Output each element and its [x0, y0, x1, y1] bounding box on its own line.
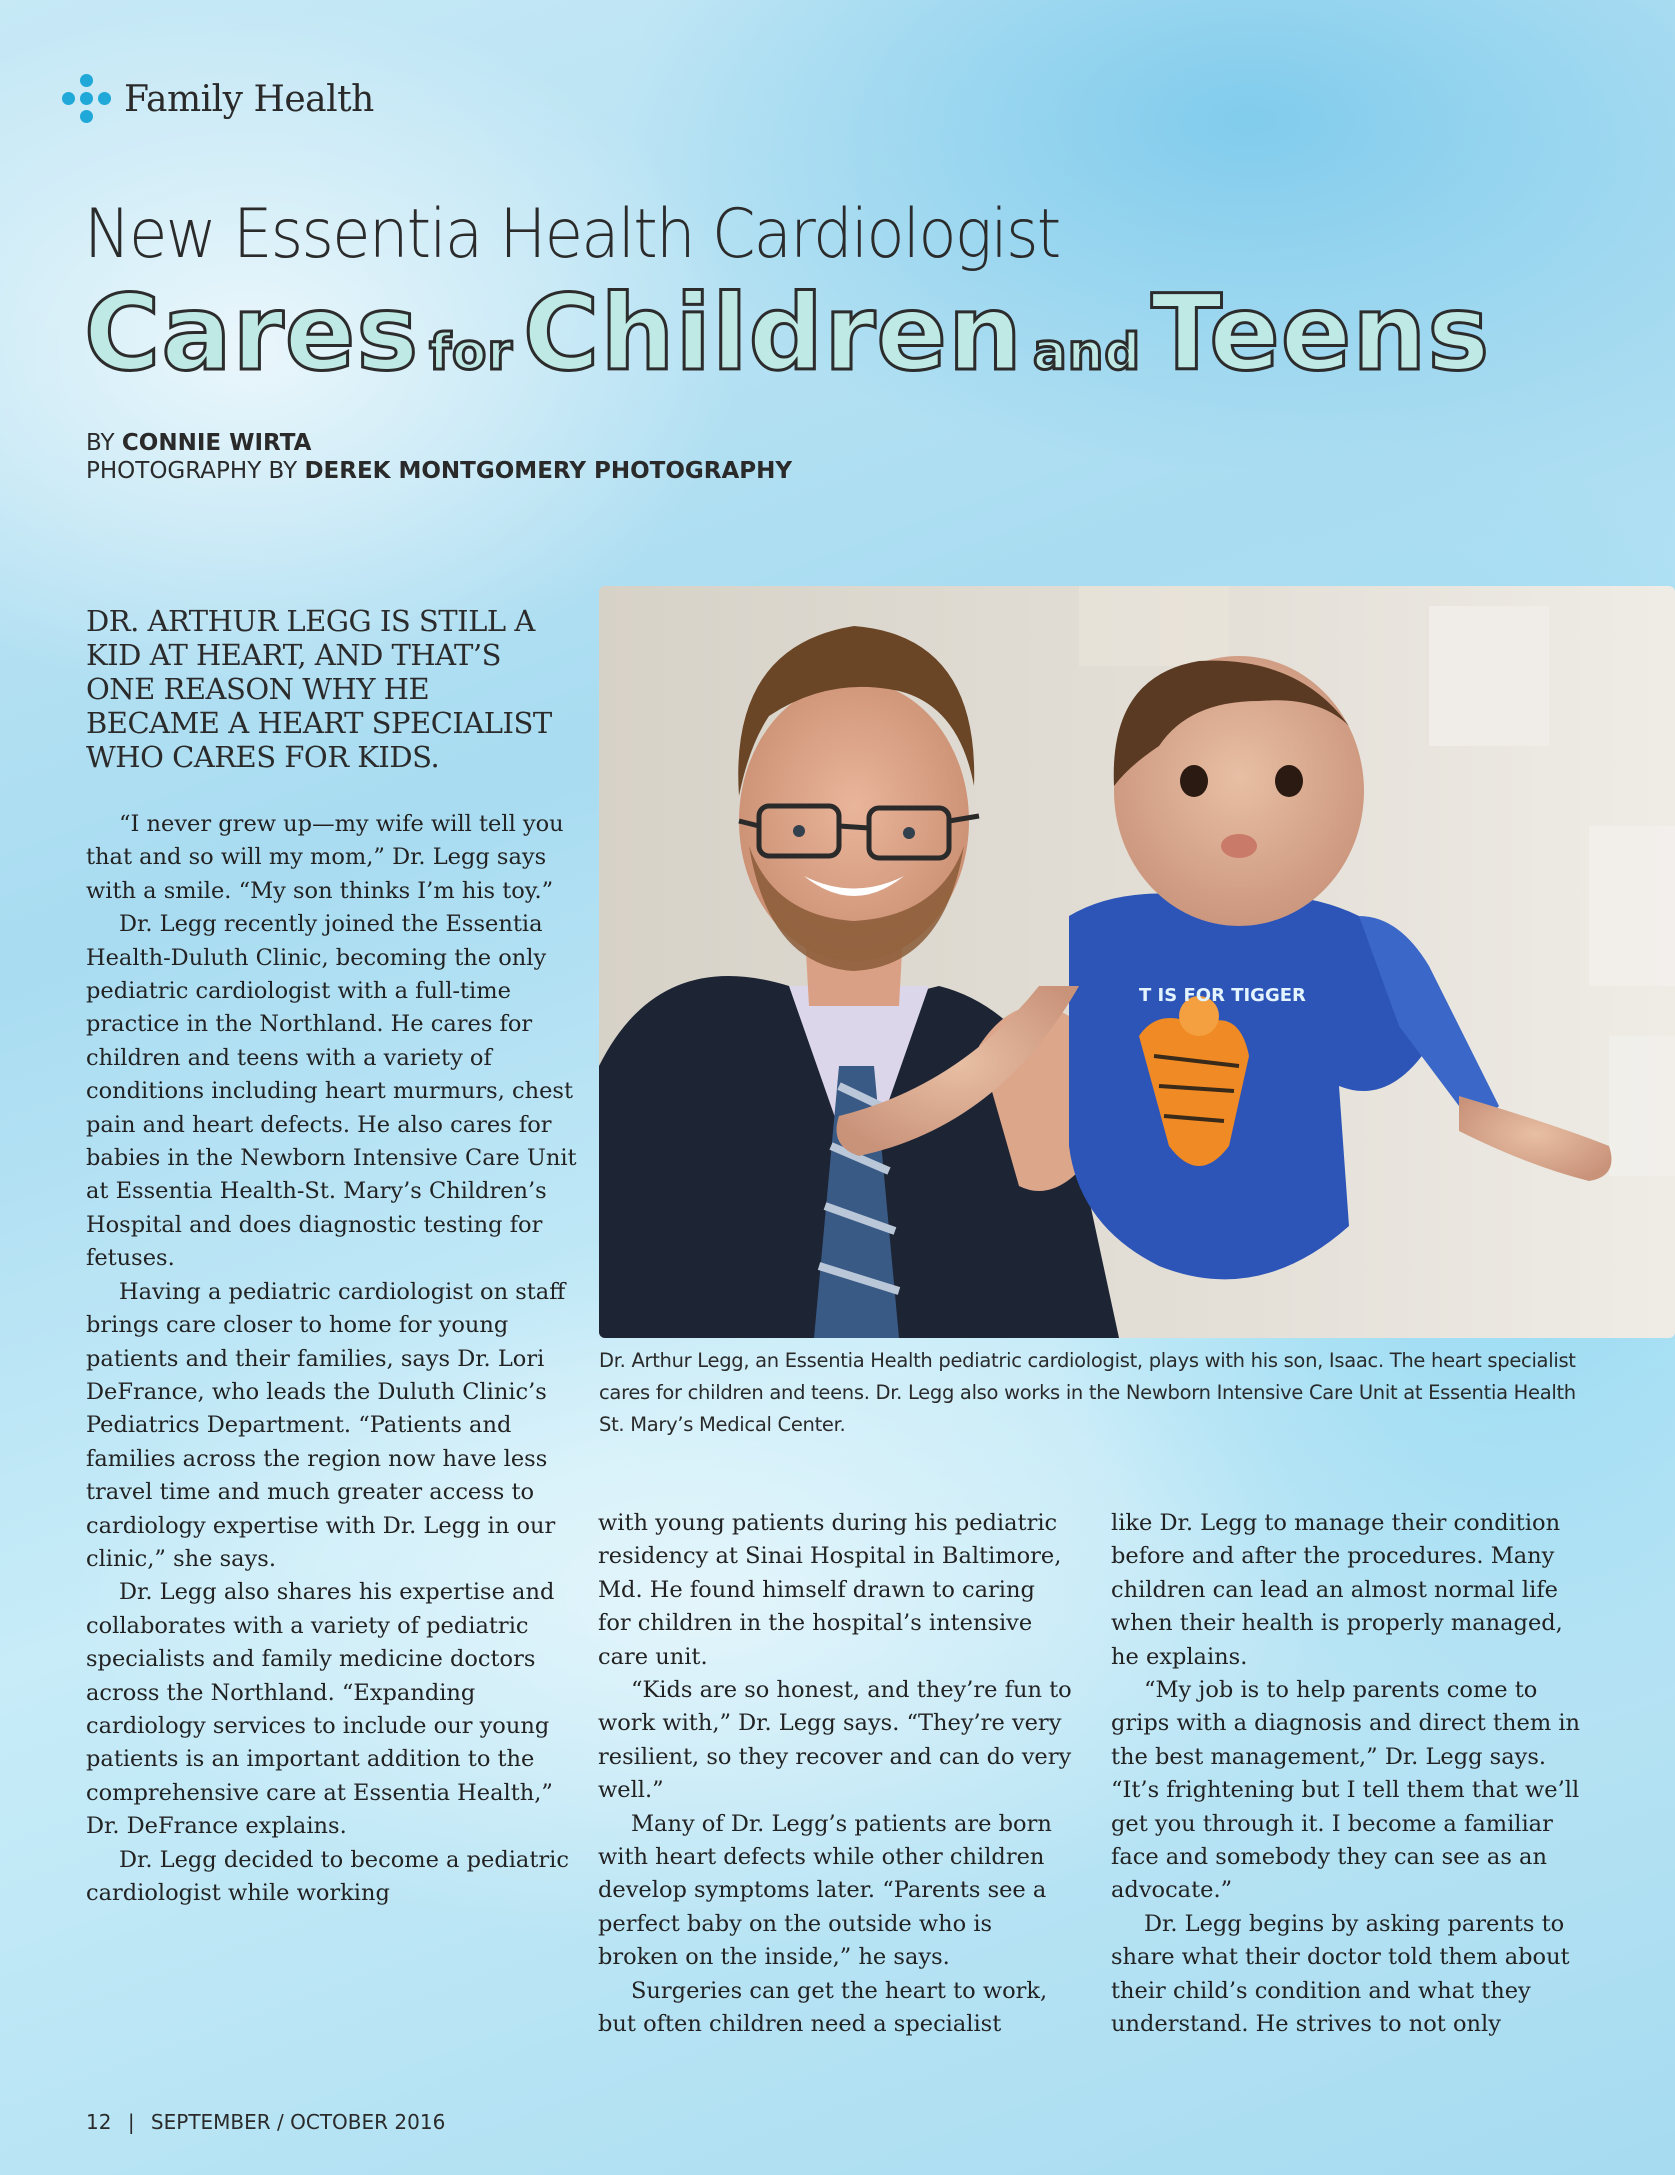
body-paragraph: Dr. Legg also shares his expertise and collaborates with a variety of pediatric specialists and family medicine doctors across the Northland. “Expanding cardiology services to include our young patients is an important addition to the comprehensive care at Essentia Health,” Dr. DeFrance explains. [86, 1579, 555, 1840]
article-photo [599, 586, 1675, 1338]
photo-caption: Dr. Arthur Legg, an Essentia Health pediatric cardiologist, plays with his son, Isaac. The heart specialist cares for children and teens. Dr. Legg also works in the Newborn Intensive Care Unit at Essentia Health St. Mary’s Medical Center. [599, 1349, 1576, 1436]
headline-word-children: Children [523, 272, 1023, 394]
byline-photo-name: DEREK MONTGOMERY PHOTOGRAPHY [304, 458, 793, 484]
section-label: Family Health [124, 78, 374, 120]
body-paragraph: like Dr. Legg to manage their condition before and after the procedures. Many children can lead an almost normal life when their health is properly managed, he explains. [1111, 1510, 1563, 1670]
headline-line-2 [84, 272, 1490, 394]
intro-deck: DR. ARTHUR LEGG IS STILL A KID AT HEART, AND THAT’S ONE REASON WHY HE BECAME A HEART SPECIALIST WHO CARES FOR KIDS. [86, 604, 552, 774]
headline-word-and: and [1032, 323, 1142, 381]
page-footer [86, 2110, 445, 2134]
body-column-3 [1111, 1507, 1586, 2042]
headline-line-1: New Essentia Health Cardiologist [84, 195, 1060, 274]
byline-photo-prefix: PHOTOGRAPHY BY [86, 458, 298, 484]
body-paragraph: “My job is to help parents come to grips with a diagnosis and direct them in the best management,” Dr. Legg says. “It’s frightening but I tell them that we’ll get you through it. I become a familiar face and somebody they can see as an advocate.” [1111, 1677, 1581, 1904]
headline-word-teens: Teens [1151, 272, 1491, 394]
footer-separator: | [127, 2110, 135, 2134]
body-paragraph: Dr. Legg decided to become a pediatric cardiologist while working [86, 1846, 569, 1906]
body-paragraph: “I never grew up—my wife will tell you that and so will my mom,” Dr. Legg says with a smile. “My son thinks I’m his toy.” [86, 811, 564, 904]
byline-author-name: CONNIE WIRTA [121, 430, 312, 456]
doctor-and-baby-photo [599, 586, 1675, 1338]
body-paragraph: Dr. Legg begins by asking parents to share what their doctor told them about their child’s condition and what they understand. He strives to not only [1111, 1910, 1570, 2038]
headline-word-cares: Cares [84, 272, 420, 394]
issue-date: SEPTEMBER / OCTOBER 2016 [150, 2110, 446, 2134]
body-paragraph: Surgeries can get the heart to work, but often children need a specialist [598, 1977, 1048, 2038]
byline-photographer [86, 458, 792, 484]
body-paragraph: with young patients during his pediatric residency at Sinai Hospital in Baltimore, Md. He found himself drawn to caring for children in the hospital’s intensive care unit. [598, 1510, 1062, 1670]
body-column-1 [86, 808, 586, 1910]
page-number: 12 [86, 2110, 112, 2134]
body-column-2 [598, 1507, 1073, 2042]
body-paragraph: Many of Dr. Legg’s patients are born with heart defects while other children develop symptoms later. “Parents see a perfect baby on the outside who is broken on the inside,” he says. [598, 1810, 1052, 1971]
section-tag [62, 74, 374, 124]
byline-author [86, 430, 311, 456]
byline-author-prefix: BY [86, 430, 115, 456]
four-dots-cross-icon [62, 74, 112, 124]
headline-word-for: for [429, 323, 513, 381]
body-paragraph: Having a pediatric cardiologist on staff brings care closer to home for young patients and their families, says Dr. Lori DeFrance, who leads the Duluth Clinic’s Pediatrics Department. “Patients and families across the region now have less travel time and much greater access to cardiology expertise with Dr. Legg in our clinic,” she says. [86, 1278, 566, 1572]
body-paragraph: “Kids are so honest, and they’re fun to work with,” Dr. Legg says. “They’re very resilient, so they recover and can do very well.” [598, 1677, 1072, 1804]
shirt-print-text: T IS FOR TIGGER [1139, 985, 1306, 1006]
body-paragraph: Dr. Legg recently joined the Essentia Health-Duluth Clinic, becoming the only pediatric cardiologist with a full-time practice in the Northland. He cares for children and teens with a variety of conditions including heart murmurs, chest pain and heart defects. He also cares for babies in the Newborn Intensive Care Unit at Essentia Health-St. Mary’s Children’s Hospital and does diagnostic testing for fetuses. [86, 911, 577, 1272]
